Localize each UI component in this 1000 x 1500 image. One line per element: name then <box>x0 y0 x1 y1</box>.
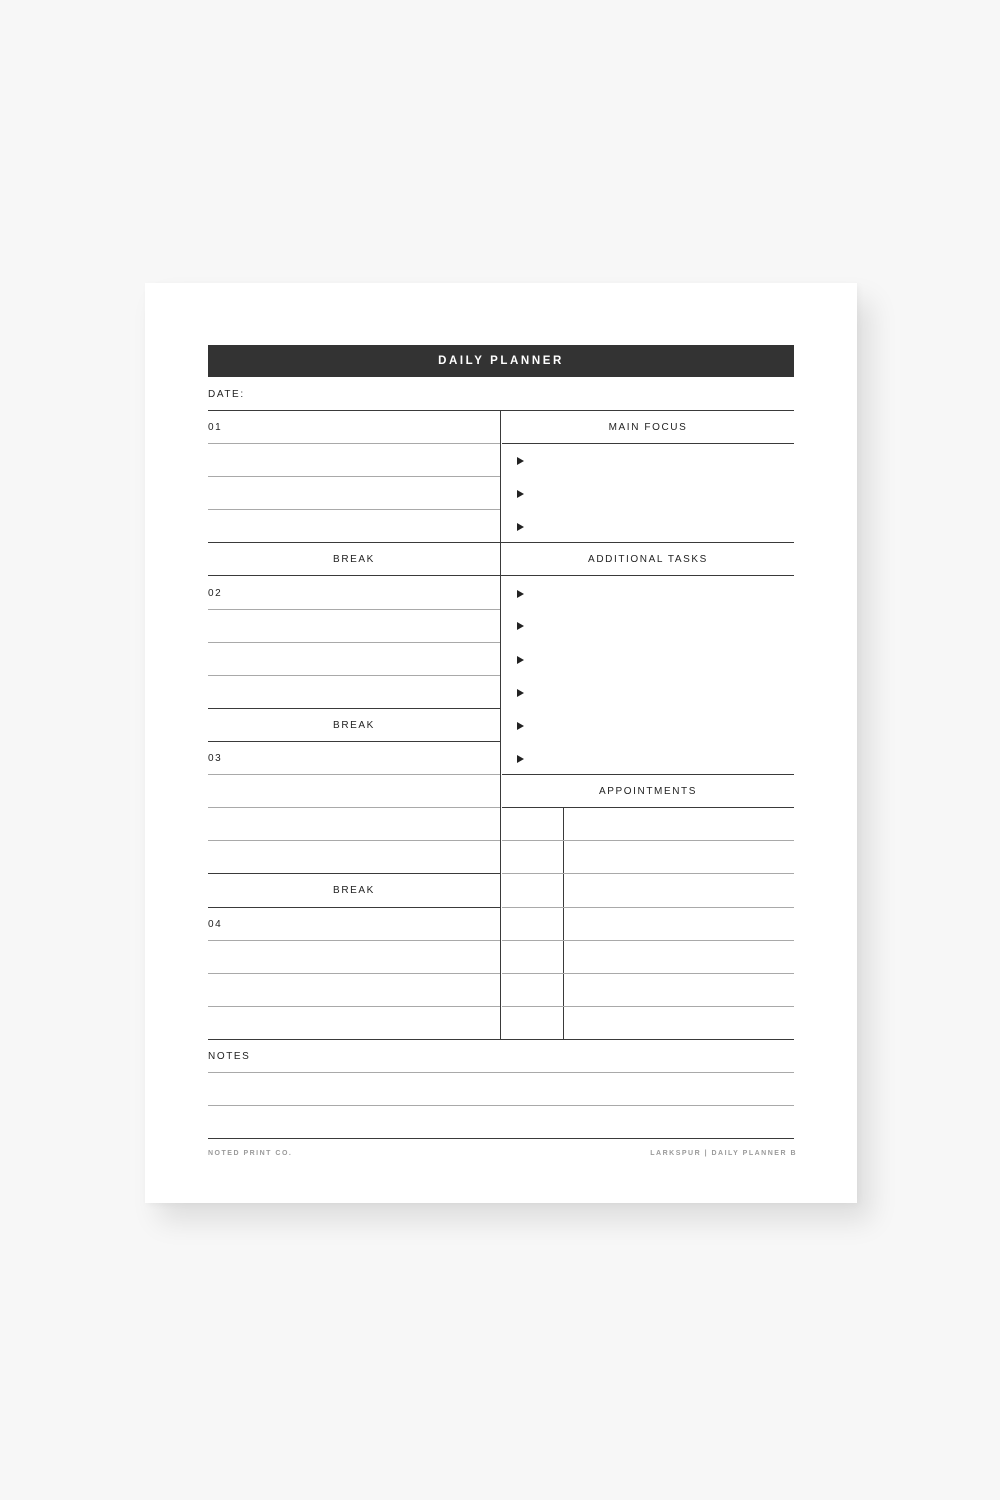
break-label-2: BREAK <box>333 720 375 731</box>
appointments-heading: APPOINTMENTS <box>598 785 698 797</box>
break-label-3: BREAK <box>333 885 375 896</box>
main-focus-heading: MAIN FOCUS <box>608 421 688 433</box>
section-divider <box>208 741 500 742</box>
planner-sheet <box>145 283 857 1203</box>
appointment-line <box>502 873 794 874</box>
appointment-line <box>502 840 794 841</box>
planner-title: DAILY PLANNER <box>208 345 794 377</box>
play-arrow-icon <box>517 656 524 664</box>
play-arrow-icon <box>517 457 524 465</box>
play-arrow-icon <box>517 689 524 697</box>
play-arrow-icon <box>517 622 524 630</box>
writing-line <box>208 609 500 610</box>
appointment-line <box>502 907 794 908</box>
notes-line <box>208 1105 794 1106</box>
block-number-02: 02 <box>208 588 223 599</box>
appointment-line <box>502 940 794 941</box>
date-label: DATE: <box>208 389 245 400</box>
section-divider <box>208 907 500 908</box>
block-number-04: 04 <box>208 919 223 930</box>
writing-line <box>208 940 500 941</box>
play-arrow-icon <box>517 590 524 598</box>
section-divider <box>502 443 794 444</box>
writing-line <box>208 443 500 444</box>
footer-product: LARKSPUR | DAILY PLANNER B <box>650 1150 797 1157</box>
writing-line <box>208 1006 500 1007</box>
break-label-1: BREAK <box>333 554 375 565</box>
play-arrow-icon <box>517 755 524 763</box>
play-arrow-icon <box>517 490 524 498</box>
writing-line <box>208 642 500 643</box>
column-divider <box>500 410 501 1040</box>
section-divider <box>208 1039 794 1040</box>
writing-line <box>208 840 500 841</box>
notes-line <box>208 1072 794 1073</box>
appointment-line <box>502 1006 794 1007</box>
section-divider <box>502 807 794 808</box>
block-number-03: 03 <box>208 753 223 764</box>
writing-line <box>208 476 500 477</box>
writing-line <box>208 774 500 775</box>
appointment-line <box>502 973 794 974</box>
play-arrow-icon <box>517 722 524 730</box>
section-divider <box>208 1138 794 1139</box>
footer-brand: NOTED PRINT CO. <box>208 1150 293 1157</box>
writing-line <box>208 675 500 676</box>
notes-label: NOTES <box>208 1051 251 1062</box>
additional-tasks-heading: ADDITIONAL TASKS <box>588 554 708 565</box>
writing-line <box>208 807 500 808</box>
writing-line <box>208 973 500 974</box>
play-arrow-icon <box>517 523 524 531</box>
writing-line <box>208 509 500 510</box>
block-number-01: 01 <box>208 422 223 433</box>
